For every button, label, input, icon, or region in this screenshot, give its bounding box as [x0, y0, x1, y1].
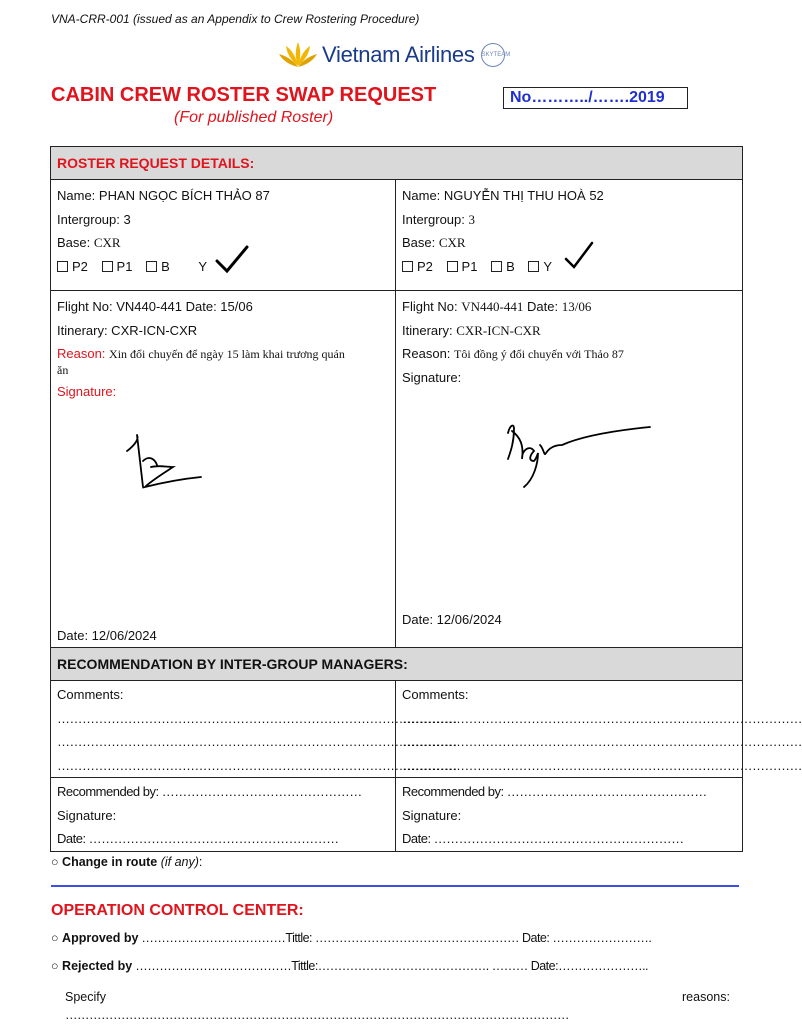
left-recommended-by[interactable]: Recommended by: ………………………………………… [57, 784, 362, 799]
checkbox-icon [146, 261, 157, 272]
approved-by-line[interactable]: ○ Approved by ………………………………Tittle: …………………………………………… Date: ……………………. [51, 931, 652, 945]
handwritten-checkmark-icon [213, 245, 253, 275]
section-header-recommendation: RECOMMENDATION BY INTER-GROUP MANAGERS: [51, 648, 743, 681]
rejected-by-line[interactable]: ○ Rejected by …………………………………Tittle:……………………………………. ……… Date:………………….. [51, 959, 649, 973]
right-flight-details [396, 291, 743, 648]
left-signature-label: Signature: [57, 384, 117, 399]
checkbox-icon [102, 261, 113, 272]
right-rec-date[interactable]: Date: …………………………………………………… [402, 831, 684, 846]
right-handwritten-signature [500, 419, 670, 499]
checkbox-checked-icon [528, 261, 539, 272]
right-option-b[interactable]: B [491, 259, 515, 274]
left-reason: Reason: Xin đổi chuyến để ngày 15 làm khai trương quán ăn [57, 346, 345, 377]
right-flight-no: Flight No: VN440-441 Date: 13/06 [402, 299, 592, 314]
right-comments-line-3[interactable]: …………………………………………………………………………………… [402, 757, 802, 773]
right-rec-signature: Signature: [402, 807, 462, 823]
bullet-icon: ○ [51, 931, 59, 945]
right-comments [396, 681, 802, 778]
right-comments-label: Comments: [402, 687, 469, 702]
left-flight-details [51, 291, 396, 648]
left-recommendation [51, 778, 396, 852]
right-reason: Reason: Tôi đồng ý đổi chuyến với Thảo 87 [402, 346, 624, 361]
right-intergroup: Intergroup: 3 [402, 211, 475, 227]
specify-label: Specify [65, 990, 106, 1004]
left-option-p1[interactable]: P1 [102, 259, 133, 274]
right-option-y[interactable]: Y [528, 259, 552, 274]
right-comments-line-1[interactable]: …………………………………………………………………………………… [402, 710, 802, 726]
right-option-p2[interactable]: P2 [402, 259, 433, 274]
checkbox-icon [402, 261, 413, 272]
occ-section-title: OPERATION CONTROL CENTER: [51, 902, 304, 919]
vietnam-airlines-logo [278, 38, 511, 72]
section-header-request-details: ROSTER REQUEST DETAILS: [51, 147, 743, 180]
right-date: Date: 12/06/2024 [402, 611, 502, 627]
left-name: Name: PHAN NGỌC BÍCH THẢO 87 [57, 188, 270, 203]
bullet-icon: ○ [51, 959, 59, 973]
specify-reasons-line[interactable]: ……………………………………………………………………………………………………………… [65, 1008, 569, 1022]
left-comments-line-2[interactable]: …………………………………………………………………………………… [57, 734, 457, 749]
left-flight-no: Flight No: VN440-441 Date: 15/06 [57, 299, 253, 314]
handwritten-checkmark-icon [562, 241, 596, 271]
left-comments-label: Comments: [57, 687, 124, 702]
left-intergroup: Intergroup: 3 [57, 211, 131, 227]
left-position-options [57, 255, 389, 279]
left-comments [51, 681, 457, 778]
document-number-field[interactable]: No………../…….2019 [503, 87, 688, 109]
left-handwritten-signature [121, 431, 211, 501]
right-recommendation [396, 778, 743, 852]
change-in-route: ○ Change in route (if any): [51, 855, 203, 869]
skyteam-seal-icon: SKYTEAM [481, 43, 505, 67]
right-itinerary: Itinerary: CXR-ICN-CXR [402, 322, 541, 338]
right-recommended-by[interactable]: Recommended by: ………………………………………… [402, 784, 707, 799]
right-option-p1[interactable]: P1 [447, 259, 478, 274]
divider [51, 885, 739, 887]
logo-wordmark: Vietnam Airlines [322, 42, 475, 67]
reasons-label: reasons: [682, 990, 730, 1004]
left-rec-signature: Signature: [57, 807, 117, 823]
right-position-options [402, 255, 736, 279]
left-comments-line-1[interactable]: …………………………………………………………………………………… [57, 710, 457, 726]
right-name: Name: NGUYỄN THỊ THU HOÀ 52 [402, 188, 604, 203]
form-subtitle: (For published Roster) [174, 109, 334, 126]
left-comments-line-3[interactable]: …………………………………………………………………………………… [57, 757, 457, 773]
right-comments-line-2[interactable]: …………………………………………………………………………………… [402, 734, 802, 749]
document-code: VNA-CRR-001 (issued as an Appendix to Crew Rostering Procedure) [51, 12, 420, 26]
checkbox-icon [491, 261, 502, 272]
bullet-icon: ○ [51, 855, 59, 869]
left-option-y[interactable]: Y [183, 259, 207, 274]
left-option-p2[interactable]: P2 [57, 259, 88, 274]
left-date: Date: 12/06/2024 [57, 627, 157, 643]
roster-request-table [50, 146, 802, 852]
lotus-icon [278, 40, 318, 70]
checkbox-checked-icon [183, 261, 194, 272]
left-rec-date[interactable]: Date: …………………………………………………… [57, 831, 339, 846]
checkbox-icon [447, 261, 458, 272]
left-crew-info [51, 180, 396, 291]
left-option-b[interactable]: B [146, 259, 170, 274]
left-base: Base: CXR [57, 235, 121, 250]
checkbox-icon [57, 261, 68, 272]
right-base: Base: CXR [402, 235, 466, 250]
right-signature-label: Signature: [402, 369, 462, 385]
form-title: CABIN CREW ROSTER SWAP REQUEST [51, 84, 437, 106]
right-crew-info [396, 180, 743, 291]
left-itinerary: Itinerary: CXR-ICN-CXR [57, 322, 198, 338]
